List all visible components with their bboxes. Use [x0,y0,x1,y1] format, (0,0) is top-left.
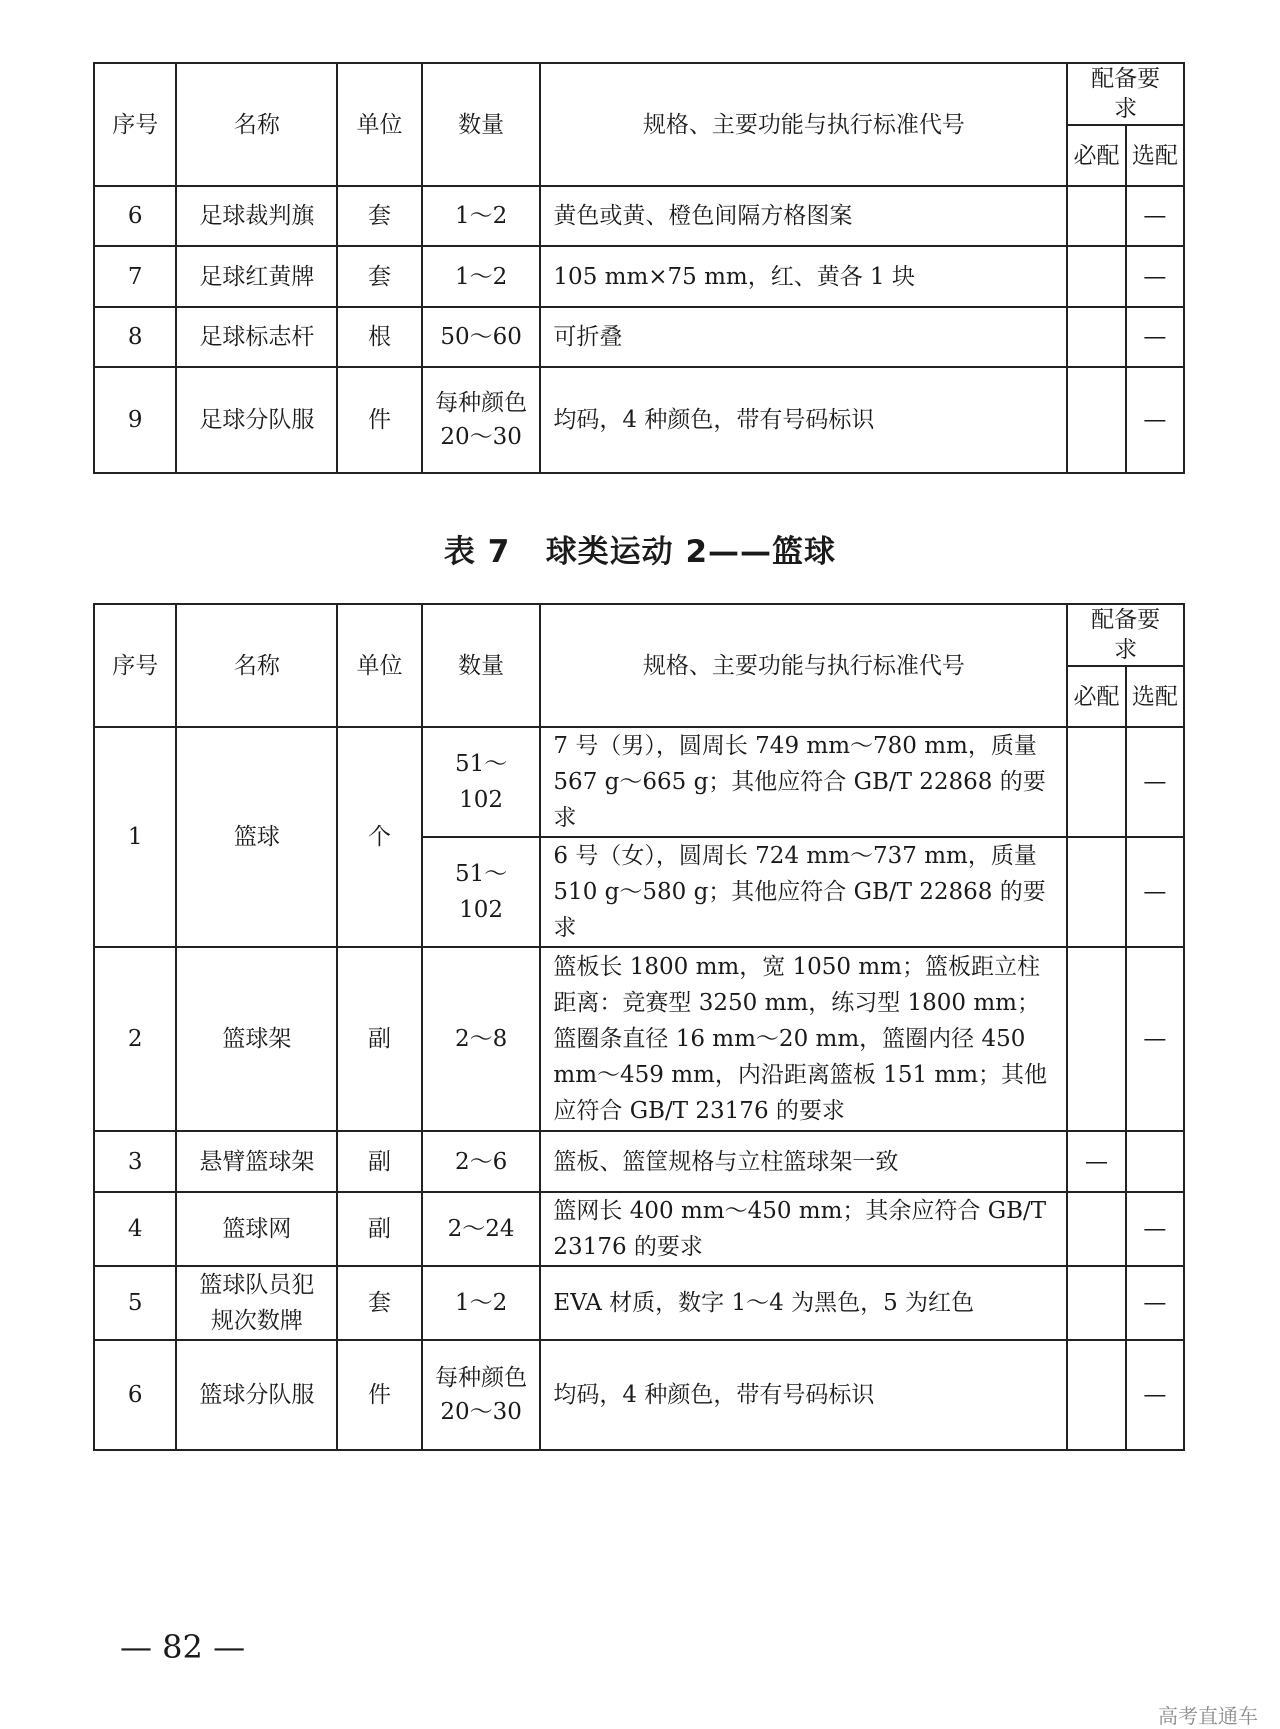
watermark: 高考直通车 [1158,1704,1258,1728]
cell-seq: 1 [94,727,176,947]
header-optional: 选配 [1126,666,1184,727]
header-qty: 数量 [422,604,541,727]
table-row [94,186,1184,246]
table-row [94,1266,1184,1340]
header-equip: 配备要求 [1067,604,1184,666]
cell-qty: 51～102 [422,727,541,837]
table-basketball [93,603,1185,1451]
table-row [94,1340,1184,1450]
header-name: 名称 [176,63,337,186]
cell-name: 篮球架 [176,947,337,1131]
cell-unit: 副 [337,1131,421,1192]
cell-name: 篮球 [176,727,337,947]
cell-required [1067,1266,1125,1340]
cell-spec: 7 号（男），圆周长 749 mm～780 mm，质量 567 g～665 g；其他应符合 GB/T 22868 的要求 [540,727,1067,837]
cell-required [1067,307,1125,367]
cell-name: 足球红黄牌 [176,246,337,307]
cell-required [1067,1192,1125,1266]
caption-label: 表 7 [443,534,511,570]
cell-name: 篮球网 [176,1192,337,1266]
cell-unit: 个 [337,727,421,947]
cell-optional: — [1126,186,1184,246]
cell-required [1067,367,1125,473]
header-required: 必配 [1067,125,1125,186]
cell-optional: — [1126,727,1184,837]
cell-qty: 每种颜色 20～30 [422,1340,541,1450]
cell-seq: 6 [94,186,176,246]
cell-qty: 2～6 [422,1131,541,1192]
cell-qty: 50～60 [422,307,541,367]
cell-optional: — [1126,1192,1184,1266]
table-row [94,307,1184,367]
cell-optional [1126,1131,1184,1192]
cell-seq: 9 [94,367,176,473]
cell-seq: 4 [94,1192,176,1266]
cell-optional: — [1126,1340,1184,1450]
page-number: — 82 — [120,1628,246,1666]
header-required: 必配 [1067,666,1125,727]
cell-name: 篮球队员犯规次数牌 [176,1266,337,1340]
header-optional: 选配 [1126,125,1184,186]
header-unit: 单位 [337,604,421,727]
cell-qty: 2～8 [422,947,541,1131]
cell-required [1067,1340,1125,1450]
cell-spec: 均码，4 种颜色，带有号码标识 [540,367,1067,473]
cell-spec: 篮板、篮筐规格与立柱篮球架一致 [540,1131,1067,1192]
cell-name: 足球分队服 [176,367,337,473]
cell-qty: 1～2 [422,186,541,246]
cell-optional: — [1126,246,1184,307]
cell-name: 足球标志杆 [176,307,337,367]
header-unit: 单位 [337,63,421,186]
cell-spec: 篮板长 1800 mm，宽 1050 mm；篮板距立柱距离：竞赛型 3250 mm，练习型 1800 mm；篮圈条直径 16 mm～20 mm，篮圈内径 450 mm～459 mm，内沿距离篮板 151 mm；其他应符合 GB/T 23176 的要求 [540,947,1067,1131]
cell-optional: — [1126,367,1184,473]
table-row [94,367,1184,473]
caption-title: 球类运动 2——篮球 [545,534,837,570]
cell-required [1067,246,1125,307]
table-football-continued [93,62,1185,474]
cell-unit: 套 [337,246,421,307]
header-name: 名称 [176,604,337,727]
cell-optional: — [1126,947,1184,1131]
cell-unit: 根 [337,307,421,367]
cell-unit: 件 [337,1340,421,1450]
cell-required: — [1067,1131,1125,1192]
cell-required [1067,186,1125,246]
cell-seq: 5 [94,1266,176,1340]
cell-seq: 3 [94,1131,176,1192]
header-qty: 数量 [422,63,541,186]
cell-name: 足球裁判旗 [176,186,337,246]
cell-optional: — [1126,837,1184,947]
cell-spec: 篮网长 400 mm～450 mm；其余应符合 GB/T 23176 的要求 [540,1192,1067,1266]
cell-seq: 8 [94,307,176,367]
cell-name: 悬臂篮球架 [176,1131,337,1192]
header-spec: 规格、主要功能与执行标准代号 [540,63,1067,186]
cell-optional: — [1126,307,1184,367]
cell-qty: 1～2 [422,246,541,307]
cell-required [1067,727,1125,837]
cell-qty: 2～24 [422,1192,541,1266]
header-seq: 序号 [94,604,176,727]
table-row [94,1192,1184,1266]
header-spec: 规格、主要功能与执行标准代号 [540,604,1067,727]
cell-qty: 51～102 [422,837,541,947]
table-row [94,727,1184,837]
table-row [94,246,1184,307]
cell-required [1067,837,1125,947]
cell-seq: 2 [94,947,176,1131]
cell-seq: 6 [94,1340,176,1450]
cell-unit: 套 [337,1266,421,1340]
cell-seq: 7 [94,246,176,307]
table-row [94,1131,1184,1192]
cell-optional: — [1126,1266,1184,1340]
table-row [94,947,1184,1131]
header-seq: 序号 [94,63,176,186]
cell-unit: 套 [337,186,421,246]
cell-unit: 副 [337,947,421,1131]
cell-spec: 黄色或黄、橙色间隔方格图案 [540,186,1067,246]
cell-qty: 每种颜色 20～30 [422,367,541,473]
cell-name: 篮球分队服 [176,1340,337,1450]
cell-spec: 105 mm×75 mm，红、黄各 1 块 [540,246,1067,307]
cell-spec: EVA 材质，数字 1～4 为黑色，5 为红色 [540,1266,1067,1340]
cell-unit: 副 [337,1192,421,1266]
cell-required [1067,947,1125,1131]
cell-spec: 6 号（女），圆周长 724 mm～737 mm，质量 510 g～580 g；其他应符合 GB/T 22868 的要求 [540,837,1067,947]
cell-unit: 件 [337,367,421,473]
table-caption [0,526,1280,571]
cell-spec: 均码，4 种颜色，带有号码标识 [540,1340,1067,1450]
cell-spec: 可折叠 [540,307,1067,367]
cell-qty: 1～2 [422,1266,541,1340]
header-equip: 配备要求 [1067,63,1184,125]
